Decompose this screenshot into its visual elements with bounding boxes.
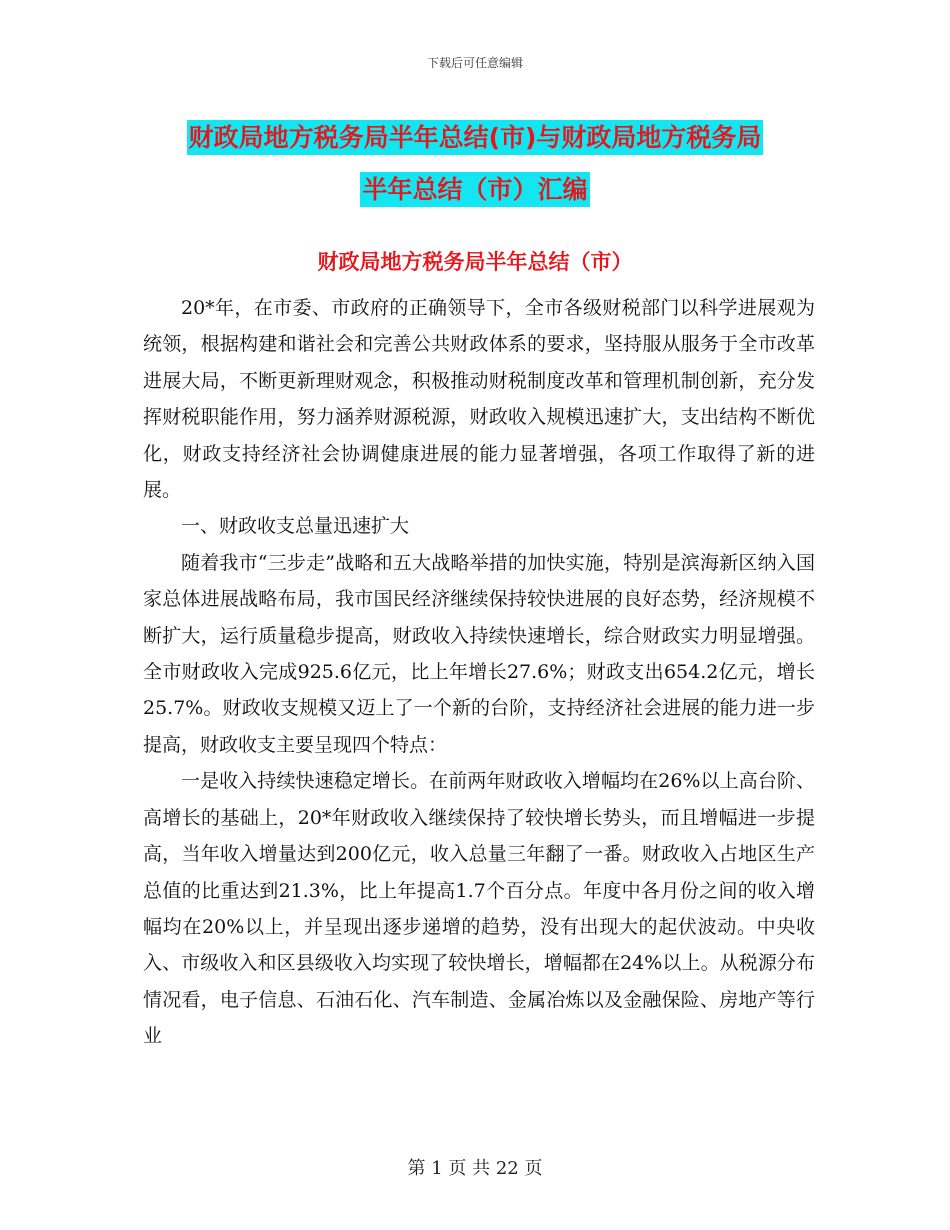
document-body (143, 290, 815, 1055)
header-note: 下载后可任意编辑 (426, 56, 523, 70)
paragraph-intro: 20*年，在市委、市政府的正确领导下，全市各级财税部门以科学进展观为统领，根据构建和谐社会和完善公共财政体系的要求，坚持服从服务于全市改革进展大局，不断更新理财观念，积极推动财税制度改革和管理机制创新，充分发挥财税职能作用，努力涵养财源税源，财政收入规模迅速扩大，支出结构不断优化，财政支持经济社会协调健康进展的能力显著增强，各项工作取得了新的进展。 (143, 297, 815, 502)
document-title-line-2: 半年总结（市）汇编 (360, 172, 589, 207)
paragraph-feature-1: 一是收入持续快速稳定增长。在前两年财政收入增幅均在26%以上高台阶、高增长的基础上，20*年财政收入继续保持了较快增长势头，而且增幅进一步提高，当年收入增量达到200亿元，收入总量三年翻了一番。财政收入占地区生产总值的比重达到21.3%，比上年提高1.7个百分点。年度中各月份之间的收入增幅均在20%以上，并呈现出逐步递增的趋势，没有出现大的起伏波动。中央收入、市级收入和区县级收入均实现了较快增长，增幅都在24%以上。从税源分布情况看，电子信息、石油石化、汽车制造、金属冶炼以及金融保险、房地产等行业 (143, 770, 815, 1048)
document-title-line-1: 财政局地方税务局半年总结(市)与财政局地方税务局 (187, 120, 764, 155)
section-title: 财政局地方税务局半年总结（市） (317, 250, 633, 274)
document-title (0, 112, 950, 216)
page-number: 第 1 页 共 22 页 (407, 1158, 543, 1179)
paragraph-revenue-growth: 随着我市“三步走”战略和五大战略举措的加快实施，特别是滨海新区纳入国家总体进展战略布局，我市国民经济继续保持较快进展的良好态势，经济规模不断扩大，运行质量稳步提高，财政收入持续快速增长，综合财政实力明显增强。全市财政收入完成925.6亿元，比上年增长27.6%；财政支出654.2亿元，增长25.7%。财政收支规模又迈上了一个新的台阶，支持经济社会进展的能力进一步提高，财政收支主要呈现四个特点： (143, 551, 815, 756)
paragraph-heading-1: 一、财政收支总量迅速扩大 (181, 515, 410, 538)
